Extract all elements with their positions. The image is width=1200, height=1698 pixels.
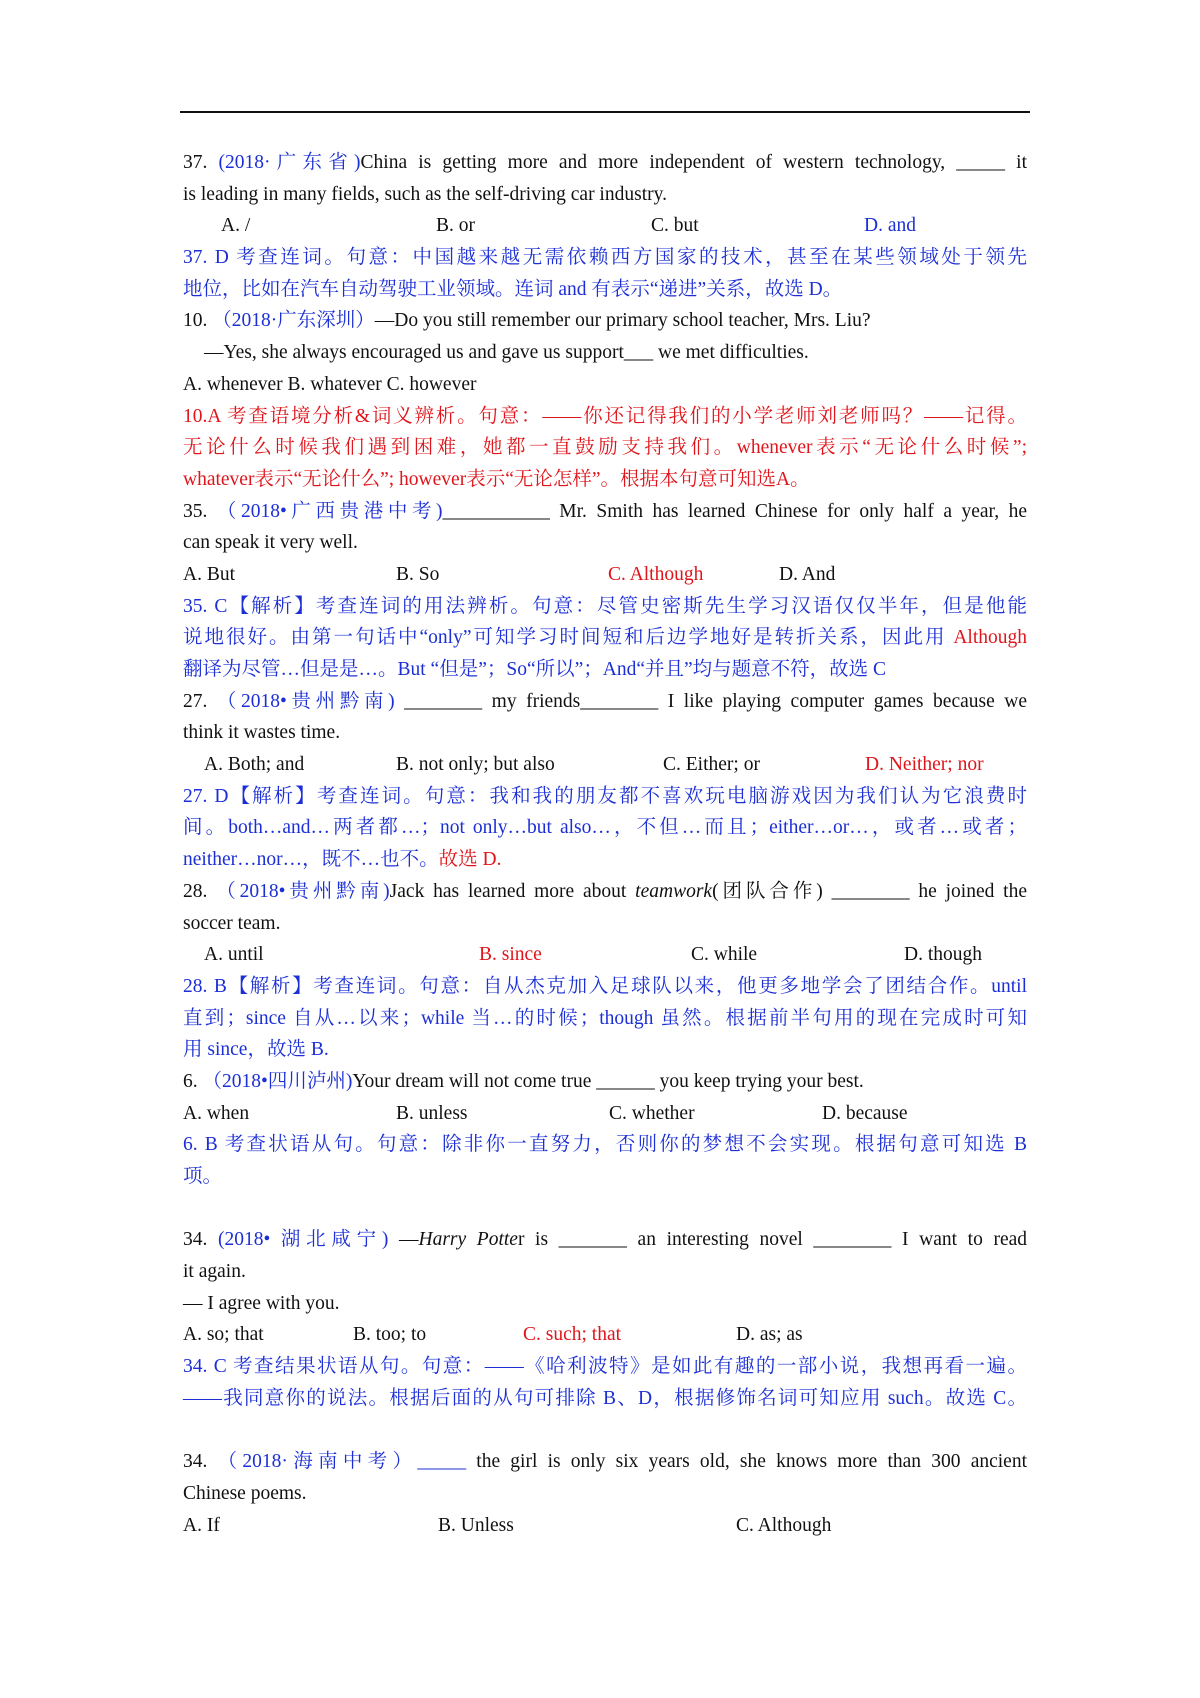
question-35-stem-line2: can speak it very well. (183, 532, 358, 554)
answer-35-line2: 说地很好。由第一句话中“only”可知学习时间短和后边学地好是转折关系，因此用 Although (183, 627, 1027, 649)
question-10-stem-line2: —Yes, she always encouraged us and gave us support___ we met difficulties. (204, 342, 809, 364)
question-37-stem-line2: is leading in many fields, such as the self-driving car industry. (183, 183, 667, 205)
spacer (183, 1193, 1027, 1225)
question-34b-stem-line2: Chinese poems. (183, 1482, 307, 1504)
question-10-stem-line1: 10. （2018·广东深圳）—Do you still remember our primary school teacher, Mrs. Liu? (183, 310, 871, 332)
question-35-options: A. But B. So C. Although D. And (183, 563, 836, 585)
question-28-stem-line2: soccer team. (183, 912, 281, 934)
question-37-options: A. / B. or C. but D. and (221, 215, 916, 237)
question-34b-options: A. If B. Unless C. Although (183, 1514, 832, 1536)
question-28-stem-line1: 28. （2018•贵州黔南)Jack has learned more about teamwork(团队合作) ________ he joined the (183, 880, 1027, 902)
answer-28-line3: 用 since，故选 B. (183, 1039, 329, 1061)
spacer (183, 1415, 1027, 1447)
question-27-options: A. Both; and B. not only; but also C. Either; or D. Neither; nor (204, 754, 984, 776)
answer-10-line1: 10.A 考查语境分析&词义辨析。句意：——你还记得我们的小学老师刘老师吗？——记得。 (183, 405, 1027, 427)
question-source: (2018·广东省) (218, 152, 361, 173)
document-body (183, 147, 1027, 1541)
question-34a-stem-line3: — I agree with you. (183, 1292, 340, 1314)
answer-34a-line2: ——我同意你的说法。根据后面的从句可排除 B、D，根据修饰名词可知应用 such。故选 C。 (183, 1387, 1027, 1409)
answer-10-line3: whatever表示“无论什么”; however表示“无论怎样”。根据本句意可知选A。 (183, 468, 810, 490)
question-6-options: A. when B. unless C. whether D. because (183, 1102, 908, 1124)
question-34a-options: A. so; that B. too; to C. such; that D. as; as (183, 1324, 803, 1346)
question-37-stem-line1: 37. (2018·广东省)China is getting more and more independent of western technology, _____ it (183, 152, 1028, 173)
question-27-stem-line2: think it wastes time. (183, 722, 341, 744)
question-28-options: A. until B. since C. while D. though (204, 944, 982, 966)
answer-28-line1: 28. B【解析】考查连词。句意：自从杰克加入足球队以来，他更多地学会了团结合作。until (183, 975, 1027, 997)
answer-6-line1: 6. B 考查状语从句。句意：除非你一直努力，否则你的梦想不会实现。根据句意可知选 B (183, 1134, 1027, 1156)
answer-27-line1: 27. D【解析】考查连词。句意：我和我的朋友都不喜欢玩电脑游戏因为我们认为它浪费时 (183, 785, 1027, 807)
answer-37-line2: 地位，比如在汽车自动驾驶工业领域。连词 and 有表示“递进”关系，故选 D。 (183, 278, 843, 300)
question-35-stem-line1: 35. （2018•广西贵港中考)___________ Mr. Smith has learned Chinese for only half a year, he (183, 500, 1027, 522)
answer-27-line3: neither…nor…，既不…也不。故选 D. (183, 849, 502, 871)
answer-37-line1: 37. D 考查连词。句意：中国越来越无需依赖西方国家的技术，甚至在某些领域处于领先 (183, 247, 1027, 269)
question-27-stem-line1: 27. （2018•贵州黔南) ________ my friends________ I like playing computer games because we (183, 690, 1028, 712)
answer-35-line1: 35. C【解析】考查连词的用法辨析。句意：尽管史密斯先生学习汉语仅仅半年，但是他能 (183, 595, 1027, 617)
answer-27-line2: 间。both…and…两者都…；not only…but also…，不但…而且；either…or…，或者…或者； (183, 817, 1027, 839)
answer-10-line2: 无论什么时候我们遇到困难，她都一直鼓励支持我们。whenever表示“无论什么时候”; (183, 437, 1027, 459)
question-34b-stem-line1: 34. （2018·海南中考）_____ the girl is only six years old, she knows more than 300 ancient (183, 1451, 1028, 1473)
question-34a-stem-line1: 34. (2018• 湖北咸宁) —Harry Potter is _______ an interesting novel ________ I want to read (183, 1229, 1028, 1251)
header-rule (180, 111, 1030, 113)
question-34a-stem-line2: it again. (183, 1261, 246, 1283)
answer-35-line3: 翻译为尽管…但是是…。But “但是”；So“所以”；And“并且”均与题意不符，故选 C (183, 659, 887, 680)
answer-28-line2: 直到；since 自从…以来；while 当…的时候；though 虽然。根据前半句用的现在完成时可知 (183, 1007, 1027, 1029)
question-10-options: A. whenever B. whatever C. however (183, 373, 477, 395)
question-6-stem: 6. （2018•四川泸州)Your dream will not come true ______ you keep trying your best. (183, 1070, 864, 1092)
answer-6-line2: 项。 (183, 1166, 223, 1187)
answer-34a-line1: 34. C 考查结果状语从句。句意：——《哈利波特》是如此有趣的一部小说，我想再看一遍。 (183, 1356, 1027, 1378)
